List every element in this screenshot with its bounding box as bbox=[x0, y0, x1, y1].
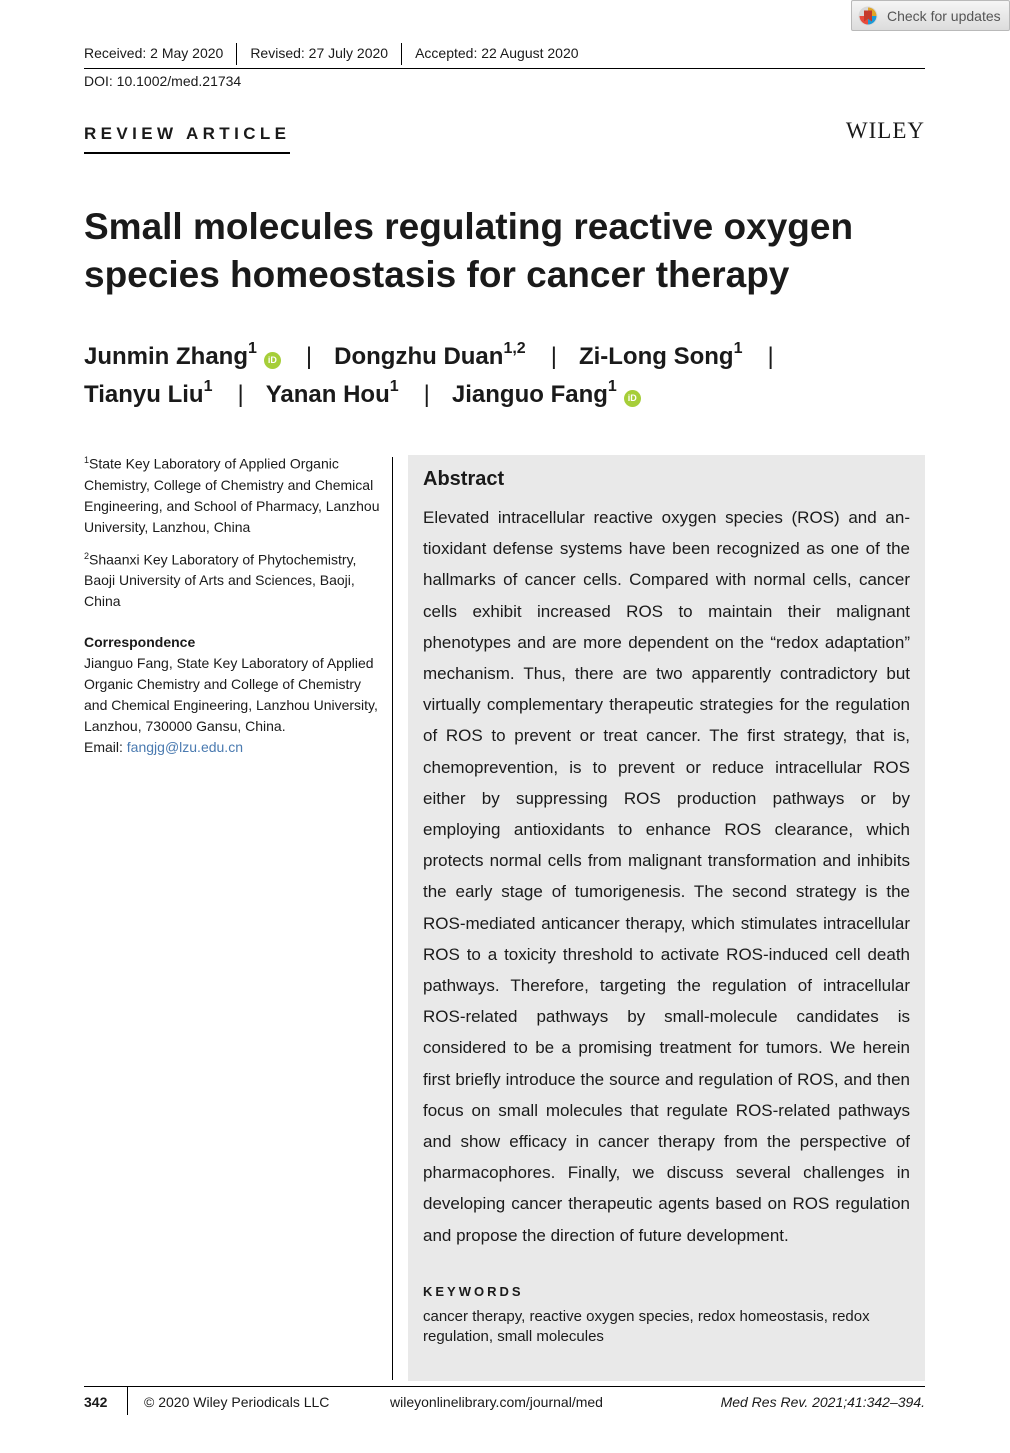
journal-url[interactable]: wileyonlinelibrary.com/journal/med bbox=[390, 1394, 603, 1410]
author[interactable]: Dongzhu Duan$^{1,2}$ bbox=[334, 340, 526, 370]
revised-date: Revised: 27 July 2020 bbox=[236, 43, 401, 65]
abstract-heading: Abstract bbox=[423, 468, 505, 490]
author-list bbox=[84, 342, 925, 418]
copyright: © 2020 Wiley Periodicals LLC bbox=[144, 1394, 330, 1410]
author-separator: | bbox=[550, 343, 557, 370]
check-updates-icon bbox=[858, 6, 878, 26]
accepted-date: Accepted: 22 August 2020 bbox=[401, 43, 591, 65]
author-line bbox=[84, 342, 925, 380]
author-line bbox=[84, 380, 925, 418]
author[interactable]: Yanan Hou$^1$ bbox=[265, 378, 399, 408]
orcid-icon[interactable]: iD bbox=[624, 390, 641, 407]
doi: DOI: 10.1002/med.21734 bbox=[84, 73, 242, 89]
page-footer bbox=[84, 1386, 925, 1416]
check-updates-label: Check for updates bbox=[887, 7, 1001, 24]
citation: Med Res Rev. 2021;41:342–394. bbox=[720, 1394, 925, 1410]
author[interactable]: Junmin Zhang$^1$iD bbox=[84, 342, 281, 371]
author[interactable]: Tianyu Liu$^1$ bbox=[84, 378, 213, 408]
author-separator: | bbox=[423, 381, 430, 408]
abstract-text: Elevated intracellular reactive oxygen species (ROS) and antioxidant defense systems have been recognized as one of the hallmarks of cancer cells. Compared with normal cells, cancer cells exhibit increased ROS to maintain their malignant phenotypes and are more dependent on the “redox adaptation” mechanism. Thus, there are two apparently contradictory but virtually complementary therapeutic strategies for the regulation of ROS to prevent or treat cancer. The first strategy, that is, chemoprevention, is to prevent or reduce intracellular ROS either by suppressing ROS production pathways or by employing antioxidants to enhance ROS clearance, which protects normal cells from malignant transformation and inhibits the early stage of tumorigenesis. The second strategy is the ROS-mediated anticancer therapy, which stimulates intracellular ROS to a toxicity threshold to activate ROS-induced cell death pathways. Therefore, targeting the regulation of intracellular ROS-related pathways by small-molecule candidates is considered to be a promising treatment for tumors. We herein first briefly introduce the source and regulation of ROS, and then focus on small molecules that regulate ROS-related pathways and show efficacy in cancer therapy from the perspective of pharmacophores. Finally, we discuss several challenges in developing cancer therapeutic agents based on ROS regulation and propose the direction of future development. bbox=[423, 508, 910, 1245]
author[interactable]: Jianguo Fang$^1$iD bbox=[452, 380, 641, 409]
correspondence-email: Email: fangjg@lzu.edu.cn bbox=[84, 739, 243, 756]
article-dates bbox=[84, 43, 925, 69]
correspondence-heading: Correspondence bbox=[84, 634, 196, 651]
affiliation: $^1$State Key Laboratory of Applied Organic Chemistry, College of Chemistry and Chemical Engineering, and School of Pharmacy, Lanzhou University, Lanzhou, China bbox=[84, 455, 380, 535]
article-title: Small molecules regulating reactive oxygen species homeostasis for cancer therapy bbox=[84, 206, 854, 295]
orcid-icon[interactable]: iD bbox=[264, 352, 281, 369]
page-number: 342 bbox=[84, 1387, 128, 1415]
author[interactable]: Zi-Long Song$^1$ bbox=[578, 340, 743, 370]
author-separator: | bbox=[237, 381, 244, 408]
received-date: Received: 2 May 2020 bbox=[84, 45, 224, 61]
check-for-updates-button[interactable] bbox=[851, 0, 1010, 31]
author-separator: | bbox=[305, 343, 313, 370]
affiliations bbox=[84, 450, 382, 758]
author-separator: | bbox=[767, 343, 774, 370]
publisher-logo: WILEY bbox=[845, 118, 925, 143]
email-link[interactable]: fangjg@lzu.edu.cn bbox=[126, 739, 243, 756]
article-type: REVIEW ARTICLE bbox=[84, 124, 290, 154]
keywords-text: cancer therapy, reactive oxygen species, redox homeostasis, redox regulation, small molecules bbox=[423, 1307, 870, 1345]
correspondence-text: Jianguo Fang, State Key Laboratory of Applied Organic Chemistry and College of Chemistry and Chemical Engineering, Lanzhou University, Lanzhou, 730000 Gansu, China. bbox=[84, 655, 378, 735]
column-divider bbox=[392, 457, 393, 1380]
keywords-heading: KEYWORDS bbox=[423, 1283, 524, 1299]
abstract-box bbox=[408, 455, 925, 1381]
affiliation: $^2$Shaanxi Key Laboratory of Phytochemistry, Baoji University of Arts and Sciences, Baoji, China bbox=[84, 550, 357, 610]
